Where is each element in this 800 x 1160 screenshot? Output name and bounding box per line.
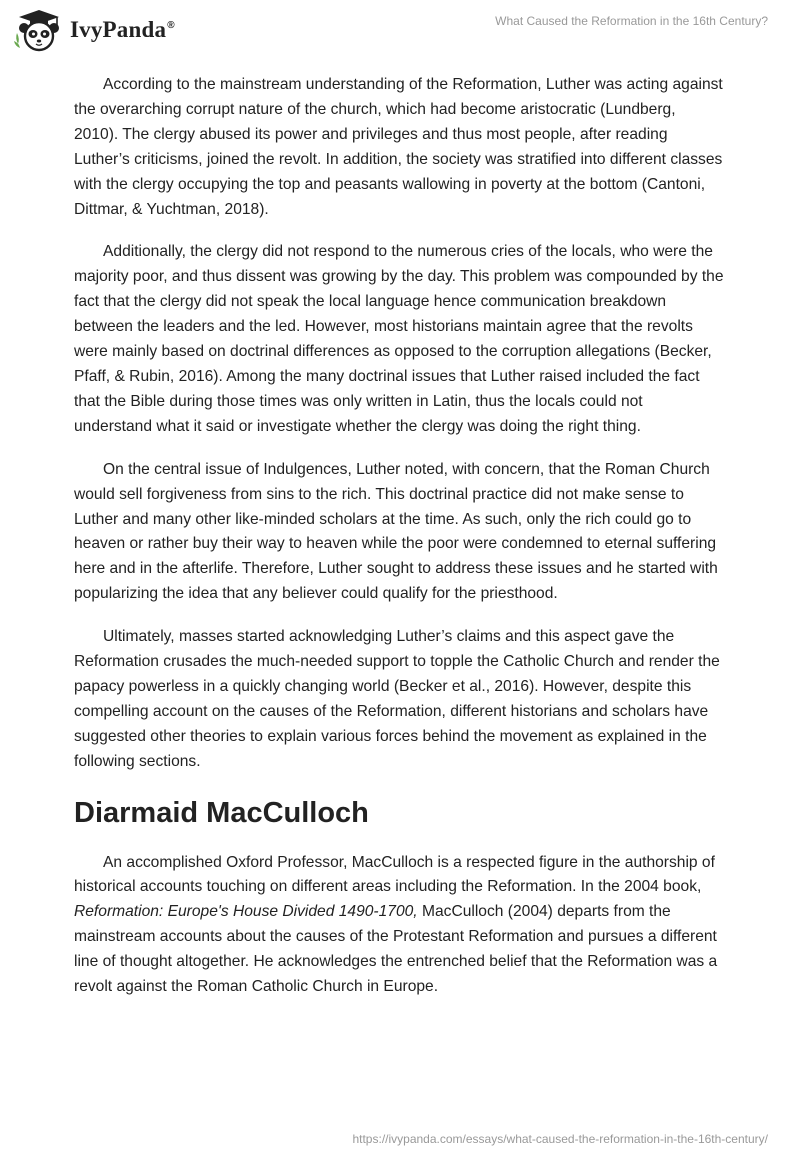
paragraph-5-end: MacCulloch (2004) departs from the mainstream accounts about the causes of the Protestant Reformation and pursues a different line of thought altogether. He acknowledges the entrenched belief that the Reformation was a revolt against the Roman Catholic Church in Europe. — [74, 903, 718, 996]
registered-mark: ® — [167, 20, 175, 32]
source-url[interactable]: https://ivypanda.com/essays/what-caused-the-reformation-in-the-16th-century/ — [352, 1132, 768, 1146]
ivypanda-logo[interactable] — [14, 8, 175, 52]
brand-name: IvyPanda® — [70, 17, 175, 42]
panda-mascot-icon — [14, 8, 64, 52]
paragraph-1: According to the mainstream understanding of the Reformation, Luther was acting against the overarching corrupt nature of the church, which had become aristocratic (Lundberg, 2010). The clergy abused its power and privileges and thus most people, after reading Luther’s criticisms, joined the revolt. In addition, the society was stratified into different classes with the clergy occupying the top and peasants wallowing in poverty at the bottom (Cantoni, Dittmar, & Yuchtman, 2018). — [74, 76, 723, 218]
page-header — [0, 0, 800, 60]
paragraph-2: Additionally, the clergy did not respond to the numerous cries of the locals, who were the majority poor, and thus dissent was growing by the day. This problem was compounded by the fact that the clergy did not speak the local language hence communication breakdown between the leaders and the led. However, most historians maintain agree that the revolts were mainly based on doctrinal differences as opposed to the corruption allegations (Becker, Pfaff, & Rubin, 2016). Among the many doctrinal issues that Luther raised included the fact that the Bible during those times was only written in Latin, thus the locals could not understand what it said or investigate whether the clergy was doing the right thing. — [74, 243, 724, 435]
document-title: What Caused the Reformation in the 16th Century? — [495, 14, 768, 28]
book-title: Reformation: Europe's House Divided 1490-1700, — [74, 903, 418, 921]
paragraph-5-start: An accomplished Oxford Professor, MacCulloch is a respected figure in the authorship of historical accounts touching on different areas including the Reformation. In the 2004 book, — [74, 853, 715, 896]
paragraph-4: Ultimately, masses started acknowledging Luther’s claims and this aspect gave the Reformation crusades the much-needed support to topple the Catholic Church and render the papacy powerless in a quickly changing world (Becker et al., 2016). However, despite this compelling account on the causes of the Reformation, different historians and scholars have suggested other theories to explain various forces behind the movement as explained in the following sections. — [74, 628, 720, 770]
section-heading: Diarmaid MacCulloch — [74, 796, 369, 829]
paragraph-3: On the central issue of Indulgences, Luther noted, with concern, that the Roman Church would sell forgiveness from sins to the rich. This doctrinal practice did not make sense to Luther and many other like-minded scholars at the time. As such, only the rich could go to heaven or rather buy their way to heaven while the poor were condemned to eternal suffering here and in the afterlife. Therefore, Luther sought to address these issues and he started with popularizing the idea that any believer could qualify for the priesthood. — [74, 460, 718, 603]
paragraph-5 — [74, 851, 724, 1000]
essay-content — [74, 73, 724, 1018]
